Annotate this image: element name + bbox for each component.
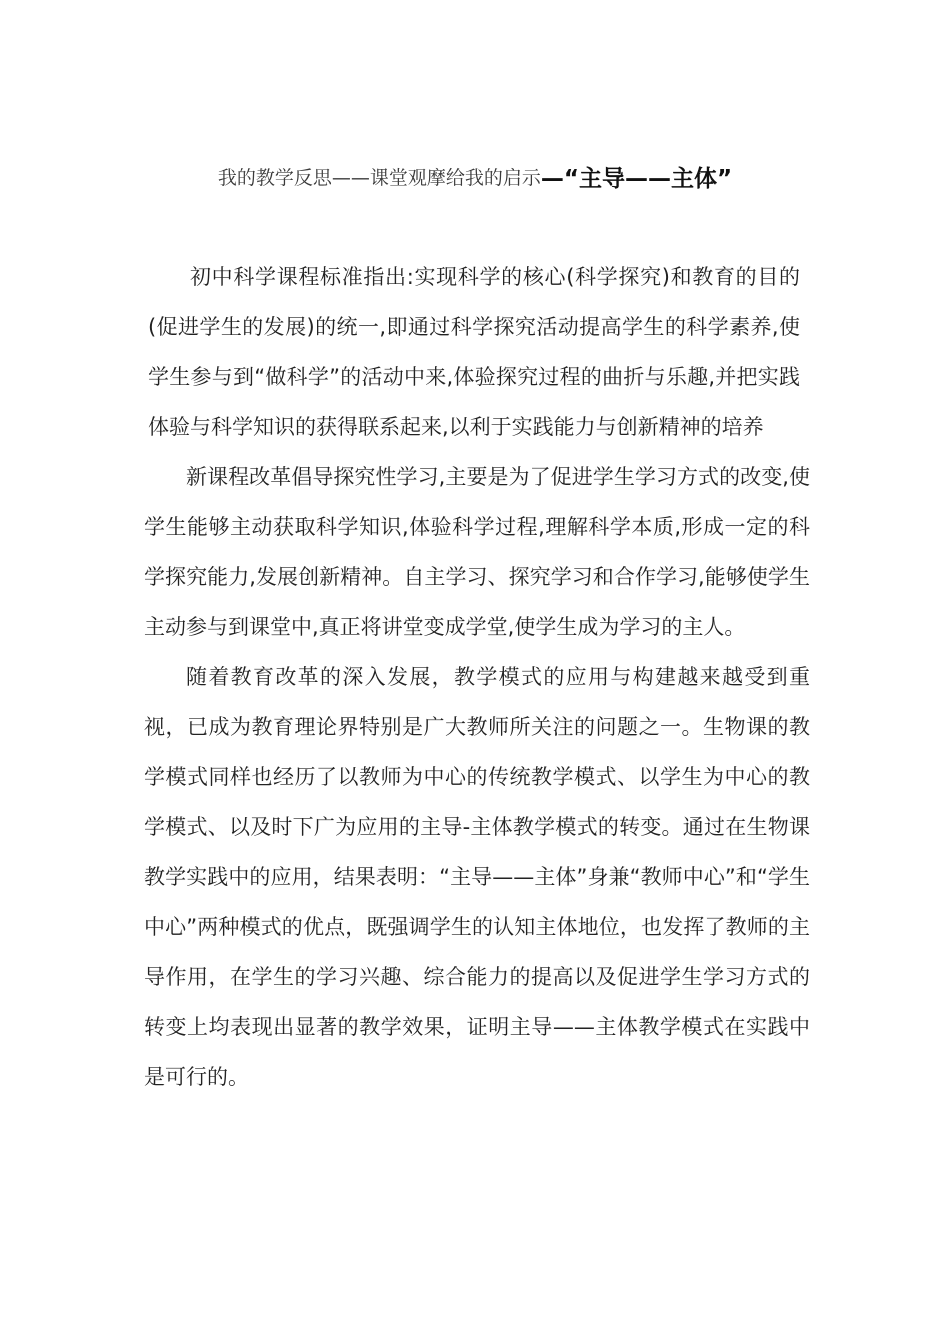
title-main-text: 我的教学反思——课堂观摩给我的启示: [217, 167, 541, 189]
paragraph-1: 初中科学课程标准指出:实现科学的核心(科学探究)和教育的目的(促进学生的发展)的统一,即通过科学探究活动提高学生的科学素养,使学生参与到“做科学”的活动中来,体验探究过程的曲折与乐趣,并把实践体验与科学知识的获得联系起来,以利于实践能力与创新精神的培养: [148, 265, 800, 439]
paragraph-3: 随着教育改革的深入发展，教学模式的应用与构建越来越受到重视，已成为教育理论界特别是广大教师所关注的问题之一。生物课的教学模式同样也经历了以教师为中心的传统教学模式、以学生为中心的教学模式、以及时下广为应用的主导-主体教学模式的转变。通过在生物课教学实践中的应用，结果表明：“主导——主体”身兼“教师中心”和“学生中心”两种模式的优点，既强调学生的认知主体地位，也发挥了教师的主导作用，在学生的学习兴趣、综合能力的提高以及促进学生学习方式的转变上均表现出显著的教学效果，证明主导——主体教学模式在实践中是可行的。: [144, 665, 810, 1089]
paragraph-2: 新课程改革倡导探究性学习,主要是为了促进学生学习方式的改变,使学生能够主动获取科学知识,体验科学过程,理解科学本质,形成一定的科学探究能力,发展创新精神。自主学习、探究学习和合作学习,能够使学生主动参与到课堂中,真正将讲堂变成学堂,使学生成为学习的主人。: [144, 465, 810, 639]
document-title: [0, 160, 950, 193]
title-emphasis-text: —“主导——主体”: [540, 166, 733, 192]
document-body: [144, 252, 814, 1102]
